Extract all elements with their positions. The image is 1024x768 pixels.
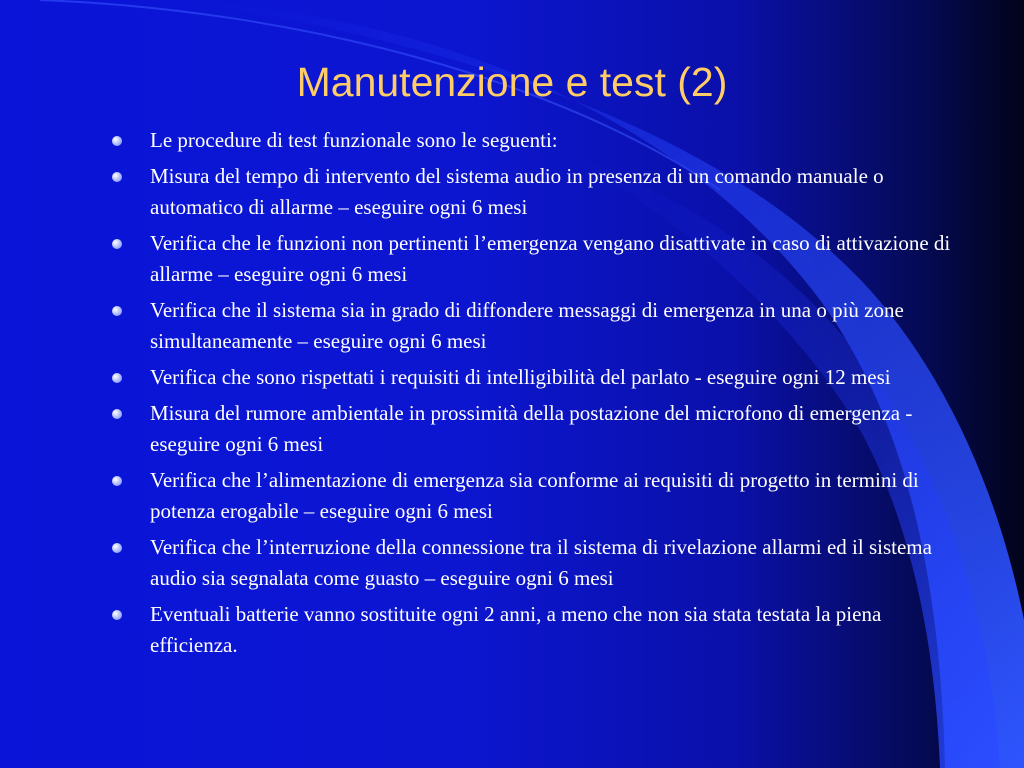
bullet-text: Le procedure di test funzionale sono le seguenti: — [150, 128, 558, 152]
bullet-icon — [112, 373, 122, 383]
bullet-icon — [112, 306, 122, 316]
bullet-icon — [112, 610, 122, 620]
bullet-text: Verifica che l’alimentazione di emergenza sia conforme ai requisiti di progetto in termini di potenza erogabile – eseguire ogni 6 mesi — [150, 468, 919, 523]
bullet-item — [112, 599, 974, 661]
bullet-item — [112, 295, 974, 357]
bullet-text: Verifica che sono rispettati i requisiti di intelligibilità del parlato - eseguire ogni 12 mesi — [150, 365, 891, 389]
bullet-icon — [112, 136, 122, 146]
bullet-list — [112, 125, 974, 666]
bullet-item — [112, 532, 974, 594]
bullet-text: Verifica che l’interruzione della connessione tra il sistema di rivelazione allarmi ed il sistema audio sia segnalata come guasto – eseguire ogni 6 mesi — [150, 535, 932, 590]
bullet-item — [112, 228, 974, 290]
bullet-item — [112, 398, 974, 460]
bullet-text: Verifica che le funzioni non pertinenti l’emergenza vengano disattivate in caso di attivazione di allarme – eseguire ogni 6 mesi — [150, 231, 951, 286]
bullet-icon — [112, 239, 122, 249]
bullet-icon — [112, 543, 122, 553]
bullet-item — [112, 125, 974, 156]
bullet-text: Verifica che il sistema sia in grado di diffondere messaggi di emergenza in una o più zone simultaneamente – eseguire ogni 6 mesi — [150, 298, 904, 353]
slide-title: Manutenzione e test (2) — [296, 59, 728, 105]
bullet-icon — [112, 476, 122, 486]
bullet-item — [112, 161, 974, 223]
bullet-text: Misura del tempo di intervento del sistema audio in presenza di un comando manuale o automatico di allarme – eseguire ogni 6 mesi — [150, 164, 884, 219]
bullet-text: Misura del rumore ambientale in prossimità della postazione del microfono di emergenza - eseguire ogni 6 mesi — [150, 401, 913, 456]
bullet-icon — [112, 409, 122, 419]
bullet-text: Eventuali batterie vanno sostituite ogni 2 anni, a meno che non sia stata testata la piena efficienza. — [150, 602, 882, 657]
bullet-item — [112, 465, 974, 527]
bullet-item — [112, 362, 974, 393]
bullet-icon — [112, 172, 122, 182]
